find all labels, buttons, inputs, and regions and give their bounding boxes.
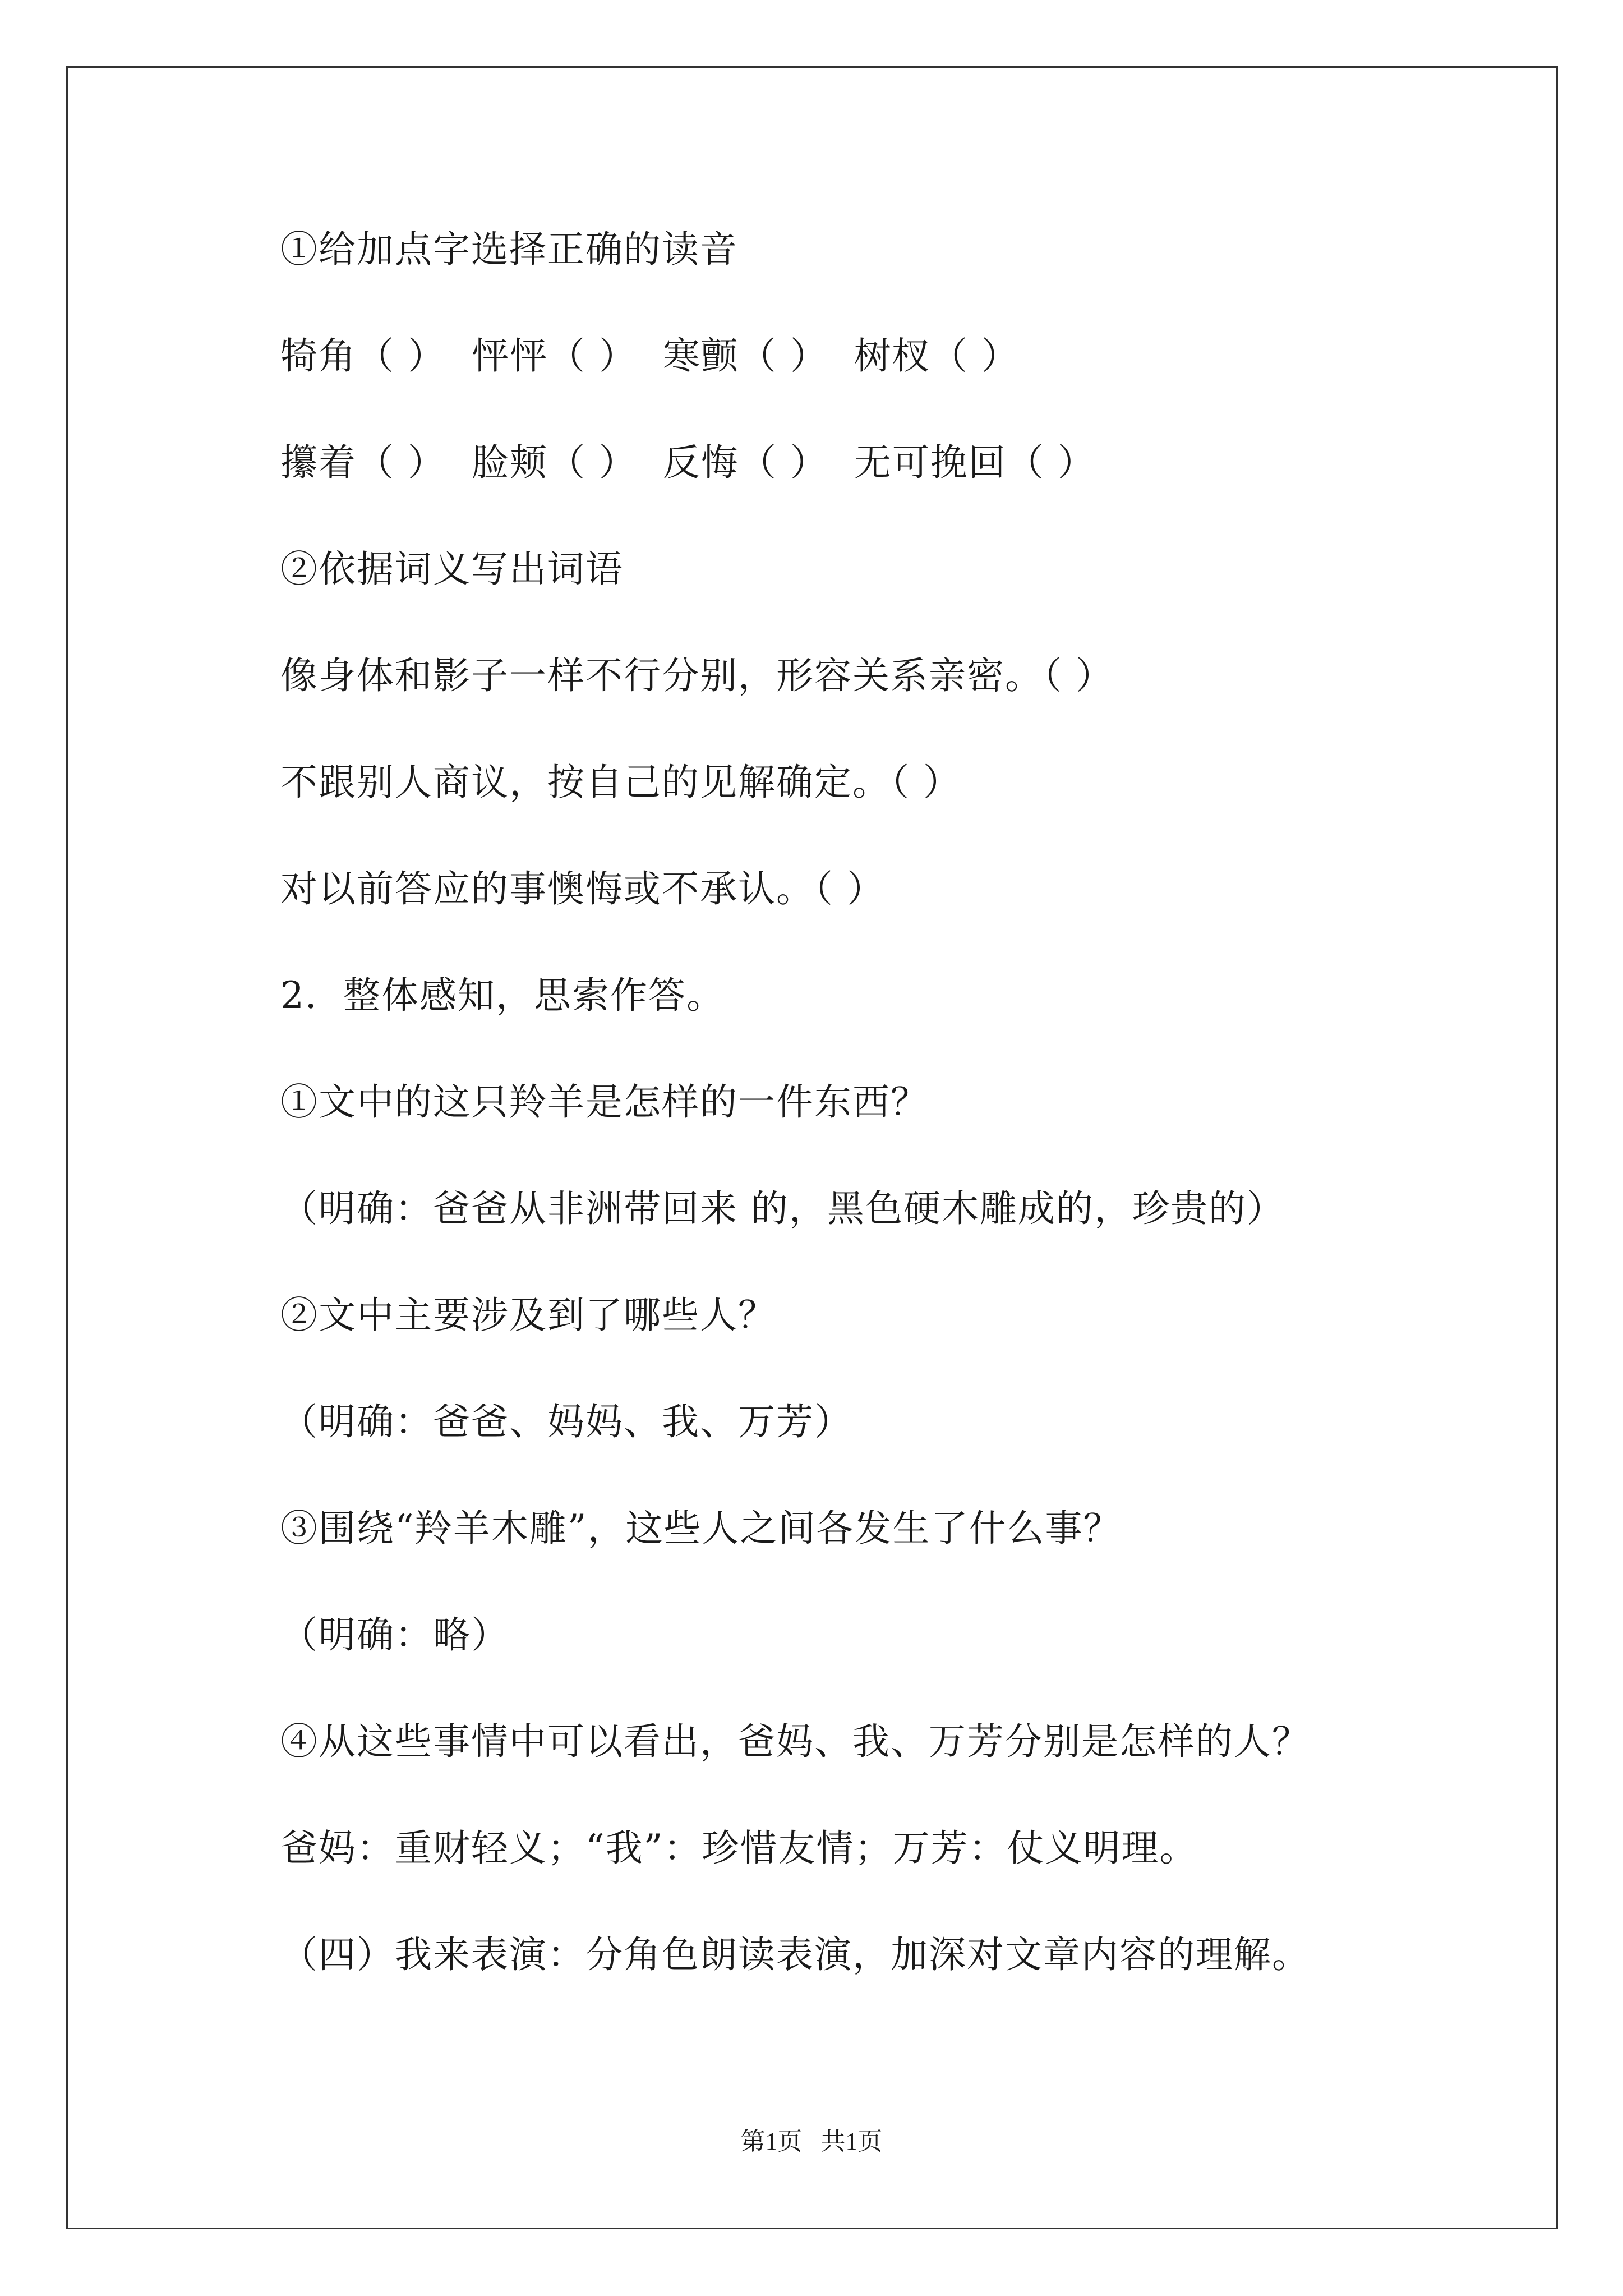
- answer-line: 爸妈：重财轻义；“我”：珍惜友情；万芳：仗义明理。: [280, 1826, 1198, 1870]
- section-heading: 2．整体感知，思索作答。: [280, 974, 725, 1017]
- question-line: ①文中的这只羚羊是怎样的一件东西？: [280, 1080, 929, 1124]
- text-line: 对以前答应的事懊悔或不承认。（ ）: [280, 867, 885, 910]
- text-line: ①给加点字选择正确的读音: [280, 228, 738, 271]
- section-heading: （四）我来表演：分角色朗读表演，加深对文章内容的理解。: [280, 1933, 1310, 1976]
- question-line: ③围绕“羚羊木雕”，这些人之间各发生了什么事？: [280, 1507, 1122, 1550]
- text-line: 不跟别人商议，按自己的见解确定。（ ）: [280, 761, 961, 804]
- answer-line: （明确：爸爸从非洲带回来 的，黑色硬木雕成的，珍贵的）: [280, 1187, 1285, 1230]
- page-border: [66, 66, 1558, 2229]
- answer-line: （明确：略）: [280, 1613, 509, 1657]
- page-footer: 第1页 共1页: [740, 2128, 883, 2155]
- text-line: ②依据词义写出词语: [280, 547, 624, 591]
- question-line: ②文中主要涉及到了哪些人？: [280, 1294, 776, 1337]
- text-line: 攥着（ ） 脸颊（ ） 反悔（ ） 无可挽回（ ）: [280, 441, 1096, 484]
- answer-line: （明确：爸爸、妈妈、我、万芳）: [280, 1400, 852, 1443]
- text-line: 像身体和影子一样不行分别，形容关系亲密。（ ）: [280, 654, 1114, 697]
- text-line: 犄角（ ） 怦怦（ ） 寒颤（ ） 树杈（ ）: [280, 334, 1020, 378]
- question-line: ④从这些事情中可以看出，爸妈、我、万芳分别是怎样的人？: [280, 1720, 1310, 1763]
